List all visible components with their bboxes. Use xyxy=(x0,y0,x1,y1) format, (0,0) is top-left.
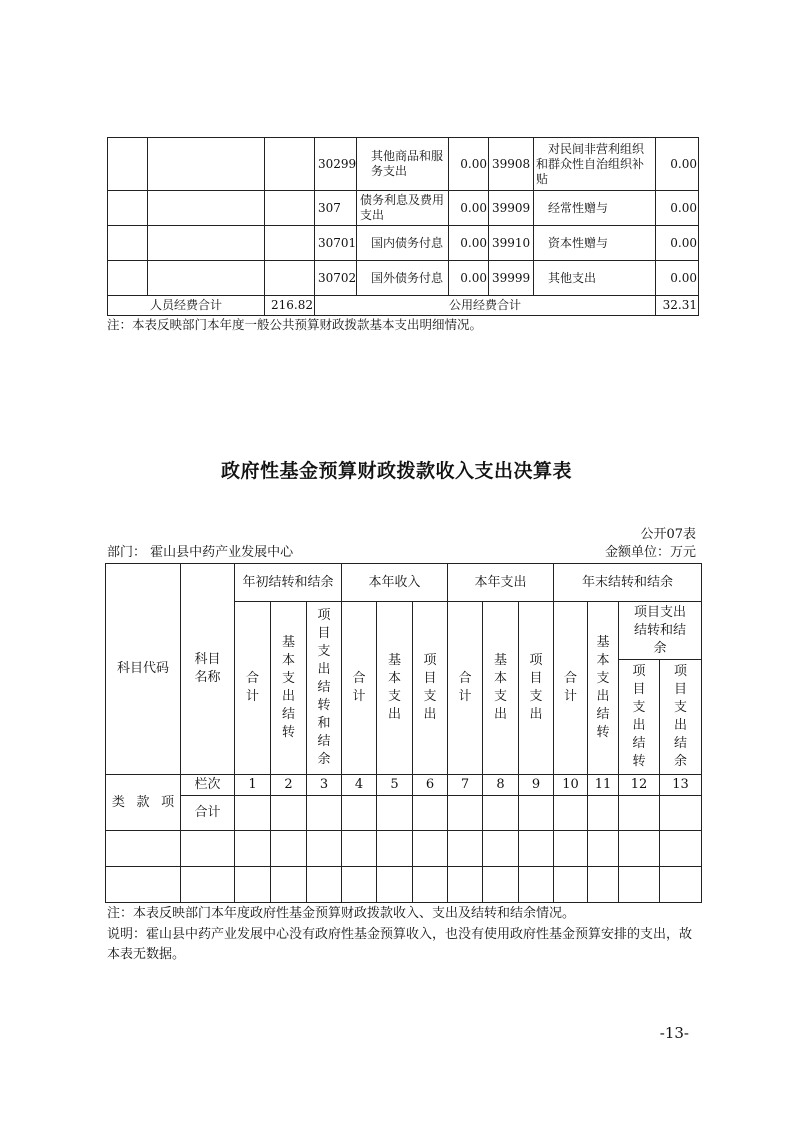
table-row xyxy=(108,261,699,296)
sub-total: 合计 xyxy=(235,602,271,775)
name-cell: 经常性赠与 xyxy=(534,191,656,226)
table-row xyxy=(106,831,702,867)
col-number: 11 xyxy=(588,775,619,796)
grp-end-balance: 年末结转和结余 xyxy=(554,564,702,602)
total-row xyxy=(106,796,702,831)
sub-total: 合计 xyxy=(342,602,377,775)
total-row xyxy=(108,296,699,316)
col-number: 6 xyxy=(413,775,448,796)
name-cell: 对民间非营利组织和群众性自治组织补贴 xyxy=(534,138,656,191)
code-cell: 39909 xyxy=(489,191,534,226)
col-number: 10 xyxy=(554,775,588,796)
col-number: 12 xyxy=(619,775,660,796)
name-cell: 其他商品和服务支出 xyxy=(357,138,449,191)
value-cell: 0.00 xyxy=(449,226,489,261)
sub-total: 合计 xyxy=(554,602,588,775)
grp-begin-balance: 年初结转和结余 xyxy=(235,564,342,602)
page-title: 政府性基金预算财政拨款收入支出决算表 xyxy=(220,460,572,482)
value-cell: 0.00 xyxy=(656,261,699,296)
lei-kuan-xiang: 类 款 项 xyxy=(106,775,181,831)
name-cell: 债务利息及费用支出 xyxy=(357,191,449,226)
table-note-2: 注：本表反映部门本年度政府性基金预算财政拨款收入、支出及结转和结余情况。 xyxy=(107,906,576,921)
sub-project: 项目支出 xyxy=(519,602,554,775)
name-cell: 国内债务付息 xyxy=(357,226,449,261)
col-subject-code: 科目代码 xyxy=(106,564,181,775)
value-cell: 0.00 xyxy=(449,261,489,296)
name-cell: 资本性赠与 xyxy=(534,226,656,261)
code-cell: 39908 xyxy=(489,138,534,191)
column-number-row xyxy=(106,775,702,796)
code-cell: 30701 xyxy=(315,226,357,261)
sub-project-carry: 项目支出结转和结余 xyxy=(307,602,342,775)
sub-project-surplus: 项目支出结余 xyxy=(660,660,702,775)
value-cell: 0.00 xyxy=(449,191,489,226)
table-note: 注：本表反映部门本年度一般公共预算财政拨款基本支出明细情况。 xyxy=(107,317,483,332)
col-number: 9 xyxy=(519,775,554,796)
col-number: 7 xyxy=(448,775,483,796)
col-number: 3 xyxy=(307,775,342,796)
value-cell: 0.00 xyxy=(656,138,699,191)
value-cell: 0.00 xyxy=(656,226,699,261)
table-row xyxy=(108,191,699,226)
col-number: 4 xyxy=(342,775,377,796)
grp-expense: 本年支出 xyxy=(448,564,554,602)
col-number: 5 xyxy=(377,775,413,796)
col-number: 8 xyxy=(483,775,519,796)
col-number: 13 xyxy=(660,775,702,796)
col-number: 1 xyxy=(235,775,271,796)
sub-total: 合计 xyxy=(448,602,483,775)
fund-budget-table xyxy=(105,563,702,903)
sub-basic: 基本支出 xyxy=(483,602,519,775)
sub-basic: 基本支出 xyxy=(377,602,413,775)
name-cell: 国外债务付息 xyxy=(357,261,449,296)
value-cell: 0.00 xyxy=(656,191,699,226)
table-row xyxy=(106,867,702,903)
grp-income: 本年收入 xyxy=(342,564,448,602)
personnel-total-value: 216.82 xyxy=(265,296,315,316)
code-cell: 30299 xyxy=(315,138,357,191)
explanation-text: 说明：霍山县中药产业发展中心没有政府性基金预算收入，也没有使用政府性基金预算安排的支出，故本表无数据。 xyxy=(107,927,693,962)
table-code: 公开07表 xyxy=(640,527,696,542)
unit-label: 金额单位：万元 xyxy=(604,545,696,560)
code-cell: 30702 xyxy=(315,261,357,296)
name-cell: 其他支出 xyxy=(534,261,656,296)
public-total-value: 32.31 xyxy=(656,296,699,316)
personnel-total-label: 人员经费合计 xyxy=(108,296,265,316)
value-cell: 0.00 xyxy=(449,138,489,191)
sub-project-end: 项目支出结转和结余 xyxy=(619,602,702,660)
basic-expenditure-table xyxy=(107,137,699,316)
table-row xyxy=(108,226,699,261)
public-total-label: 公用经费合计 xyxy=(315,296,656,316)
code-cell: 307 xyxy=(315,191,357,226)
col-number: 2 xyxy=(271,775,307,796)
sub-project: 项目支出 xyxy=(413,602,448,775)
table-row xyxy=(108,138,699,191)
col-subject-name: 科目名称 xyxy=(181,564,235,775)
sub-basic-carry: 基本支出结转 xyxy=(588,602,619,775)
department-label: 部门： 霍山县中药产业发展中心 xyxy=(107,545,294,560)
sub-basic-carry: 基本支出结转 xyxy=(271,602,307,775)
code-cell: 39910 xyxy=(489,226,534,261)
row-lanci: 栏次 xyxy=(181,775,235,796)
page-number: -13- xyxy=(659,1024,689,1042)
sub-project-carry: 项目支出结转 xyxy=(619,660,660,775)
row-total: 合计 xyxy=(181,796,235,831)
header-row xyxy=(106,564,702,602)
code-cell: 39999 xyxy=(489,261,534,296)
